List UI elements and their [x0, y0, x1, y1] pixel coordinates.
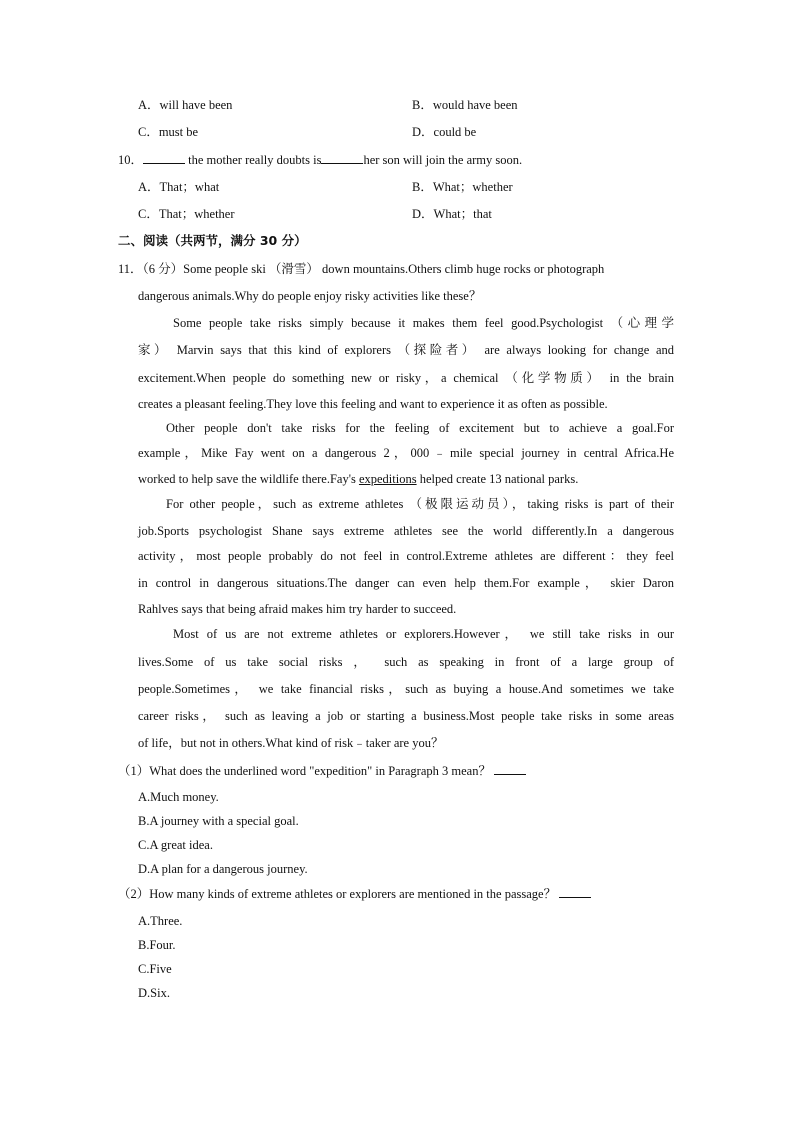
q10-blank-2 — [321, 152, 363, 164]
sub2-option-d: D.Six. — [138, 986, 170, 1000]
p1-line-4: creates a pleasant feeling.They love this feeling and want to experience it as often as possible. — [138, 397, 608, 411]
sub-question-1-text: （1）What does the underlined word "expedition" in Paragraph 3 mean？ — [118, 764, 495, 778]
sub1-option-b: B.A journey with a special goal. — [138, 814, 299, 828]
q10-text-1: the mother really doubts is — [185, 153, 322, 167]
p2-line-1: Other people don't take risks for the feeling of excitement but to achieve a goal.For — [166, 421, 674, 435]
q10-number: 10． — [118, 153, 144, 167]
q10-option-b: B．What；whether — [412, 180, 513, 194]
p2-line-3-after: helped create 13 national parks. — [416, 472, 579, 486]
sub-question-2-text: （2）How many kinds of extreme athletes or explorers are mentioned in the passage？ — [118, 887, 560, 901]
p4-line-4: career risks， such as leaving a job or starting a business.Most people take risks in some areas — [138, 709, 674, 723]
p3-line-4: in control in dangerous situations.The danger can even help them.For example， skier Daron — [138, 576, 674, 590]
sub-question-2-blank — [559, 886, 591, 898]
q10-option-c: C．That；whether — [138, 207, 235, 221]
p1-line-1: Some people take risks simply because it makes them feel good.Psychologist （心理学 — [173, 316, 674, 330]
q9-option-b: B．would have been — [412, 98, 518, 112]
p1-line-3: excitement.When people do something new or risky，a chemical （化学物质） in the brain — [138, 371, 674, 385]
sub1-option-d: D.A plan for a dangerous journey. — [138, 862, 308, 876]
p3-line-1: For other people，such as extreme athletes （极限运动员），taking risks is part of their — [166, 497, 674, 511]
q9-option-a: A．will have been — [138, 98, 233, 112]
q11-header-line-2: dangerous animals.Why do people enjoy risky activities like these？ — [138, 289, 482, 303]
p3-line-2: job.Sports psychologist Shane says extreme athletes see the world differently.In a dangerous — [138, 524, 674, 538]
sub2-option-b: B.Four. — [138, 938, 176, 952]
p4-line-2: lives.Some of us take social risks ， such as speaking in front of a large group of — [138, 655, 674, 669]
q11-header-line-1: 11．（6 分）Some people ski （滑雪） down mountains.Others climb huge rocks or photograph — [118, 262, 605, 276]
underlined-word-expeditions: expeditions — [358, 472, 417, 486]
p2-line-2: example，Mike Fay went on a dangerous 2，000﹣mile special journey in central Africa.He — [138, 446, 674, 460]
sub-question-1 — [118, 763, 526, 779]
sub1-option-a: A.Much money. — [138, 790, 219, 804]
sub1-option-c: C.A great idea. — [138, 838, 213, 852]
q9-option-c: C．must be — [138, 125, 199, 139]
p4-line-1: Most of us are not extreme athletes or explorers.However， we still take risks in our — [173, 627, 674, 641]
sub-question-2 — [118, 886, 591, 902]
p4-line-3: people.Sometimes， we take financial risks，such as buying a house.And sometimes we take — [138, 682, 674, 696]
sub-question-1-blank — [494, 763, 526, 775]
q10-blank-1 — [143, 152, 185, 164]
section-title: 二、阅读（共两节，满分 30 分） — [118, 233, 307, 248]
q10-option-a: A．That；what — [138, 180, 220, 194]
p1-line-2: 家） Marvin says that this kind of explorers （探险者） are always looking for change and — [138, 343, 674, 357]
p4-line-5: of life，but not in others.What kind of risk﹣taker are you？ — [138, 736, 444, 750]
p2-line-3 — [138, 471, 578, 487]
q10-stem — [118, 152, 522, 168]
q10-option-d: D．What；that — [412, 207, 492, 221]
sub2-option-a: A.Three. — [138, 914, 183, 928]
sub2-option-c: C.Five — [138, 962, 172, 976]
p3-line-5: Rahlves says that being afraid makes him try harder to succeed. — [138, 602, 457, 616]
q9-option-d: D．could be — [412, 125, 477, 139]
p3-line-3: activity，most people probably do not feel in control.Extreme athletes are different：they feel — [138, 549, 674, 563]
q10-text-2: her son will join the army soon. — [363, 153, 523, 167]
p2-line-3-before: worked to help save the wildlife there.Fay's — [138, 472, 359, 486]
